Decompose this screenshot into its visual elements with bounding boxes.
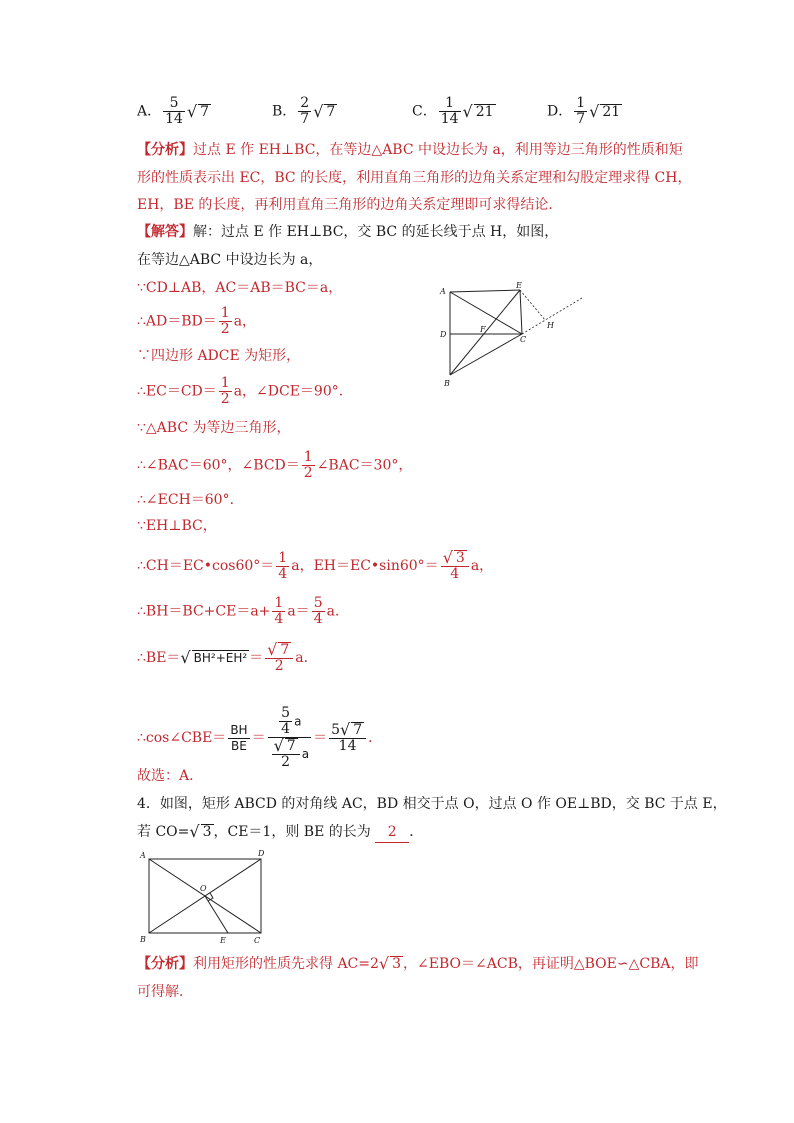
analysis-line-3: EH，BE 的长度，再利用直角三角形的边角关系定理即可求得结论． — [137, 197, 563, 213]
label-b: B — [140, 935, 146, 944]
analysis-4-line-1: 【分析】利用矩形的性质先求得 AC=2√ 3 ，∠EBO＝∠ACB，再证明△BOE∽△CBA，即 — [137, 954, 699, 973]
solution-line-9: ∴∠ECH＝60°． — [137, 492, 244, 508]
analysis-line-2: 形的性质表示出 EC，BC 的长度，利用直角三角形的边角关系定理和勾股定理求得 CH， — [137, 170, 692, 186]
sqrt-sign: √ — [267, 640, 278, 659]
sqrt-sign: √ — [378, 954, 390, 973]
solution-line-2: 在等边△ABC 中设边长为 a， — [137, 252, 323, 268]
sqrt-sign: √ — [189, 822, 200, 841]
solution-line-8: ∴∠BAC＝60°，∠BCD＝ $\frac{1}{2}$ ∠BAC＝30°， — [137, 449, 413, 481]
solution-line-14: ∴cos∠CBE＝ $\frac{BH}{BE}$ ＝ $\frac{5}{4}$ a $\frac{√ 7}{2}$ a ＝ $\frac{5√ 7}{14}$ ． — [137, 705, 383, 770]
label-h: H — [547, 321, 554, 330]
label-b: B — [444, 379, 450, 388]
sqrt-sign: √ — [180, 648, 191, 667]
figure-rectangle-diagonals — [134, 846, 274, 946]
analysis-label: 【分析】 — [137, 956, 193, 972]
compound-fraction: $\frac{5}{4}$ a $\frac{√ 7}{2}$ a — [268, 706, 311, 770]
label-a: A — [140, 851, 146, 860]
fraction: $\frac{1}{2}$ — [220, 305, 230, 337]
sqrt-sign: √ — [313, 101, 324, 121]
solution-line-1: 【解答】解：过点 E 作 EH⊥BC，交 BC 的延长线于点 H，如图， — [137, 224, 559, 240]
option-b-fraction: $\frac{2}{7}$ — [300, 95, 310, 127]
sqrt-sign: √ — [462, 101, 473, 121]
solution-line-3: ∵CD⊥AB，AC＝AB＝BC＝a， — [137, 280, 343, 296]
sqrt-sign: √ — [186, 101, 198, 121]
option-d[interactable]: D． $\frac{1}{7}$ √ 21 — [547, 95, 621, 127]
figure-rectangle-triangle — [432, 278, 592, 388]
fraction: $\frac{BH}{BE}$ — [230, 722, 248, 753]
solution-line-5: ∵四边形 ADCE 为矩形， — [137, 348, 301, 364]
answer-blank[interactable]: 2 — [375, 822, 409, 843]
option-b[interactable]: B． $\frac{2}{7}$ √ 7 — [272, 95, 336, 127]
label-d: D — [258, 849, 265, 858]
fraction: $\frac{5√ 7}{14}$ — [329, 722, 366, 754]
analysis-label: 【分析】 — [137, 142, 193, 158]
fraction: $\frac{1}{4}$ — [274, 595, 284, 627]
segment-ae — [450, 290, 520, 292]
problem-4-line-1: 4．如图，矩形 ABCD 的对角线 AC，BD 相交于点 O，过点 O 作 OE⊥BD，交 BC 于点 E， — [137, 796, 727, 812]
right-angle-mark — [208, 893, 213, 901]
fraction: $\frac{√ 7}{2}$ — [265, 642, 293, 674]
analysis-4-line-2: 可得解． — [137, 984, 193, 1000]
fraction: $\frac{√ 3}{4}$ — [441, 550, 469, 582]
solution-line-4: ∴AD＝BD＝ $\frac{1}{2}$ a， — [137, 305, 257, 337]
option-c[interactable]: C． $\frac{1}{14}$ √ 21 — [412, 95, 494, 127]
label-o: O — [200, 884, 207, 893]
solution-line-12: ∴BH＝BC+CE＝a+ $\frac{1}{4}$ a＝ $\frac{5}{4}$ a． — [137, 595, 349, 627]
label-e: E — [220, 936, 226, 945]
label-e: E — [516, 281, 522, 290]
analysis-line-1: 【分析】过点 E 作 EH⊥BC，在等边△ABC 中设边长为 a，利用等边三角形的性质和矩 — [137, 142, 683, 158]
solution-line-15: 故选：A． — [137, 768, 204, 784]
segment-oe — [205, 896, 228, 933]
segment-ac — [450, 292, 522, 334]
segment-ec — [520, 290, 522, 334]
solution-line-11: ∴CH＝EC•cos60°＝ $\frac{1}{4}$ a，EH＝EC•sin60°＝ $\frac{√ 3}{4}$ a， — [137, 548, 494, 582]
solution-label: 【解答】 — [137, 224, 193, 240]
fraction: $\frac{5}{4}$ — [313, 595, 323, 627]
segment-eh — [520, 290, 545, 320]
label-d: D — [440, 330, 447, 339]
solution-line-13: ∴BE＝√ BH²+EH² ＝ $\frac{√ 7}{2}$ a． — [137, 640, 318, 674]
solution-line-6: ∴EC＝CD＝ $\frac{1}{2}$ a，∠DCE＝90°． — [137, 375, 353, 407]
option-a-fraction: $\frac{5}{14}$ — [165, 95, 183, 127]
label-a: A — [440, 287, 446, 296]
fraction: $\frac{1}{4}$ — [278, 549, 288, 582]
option-d-fraction: $\frac{1}{7}$ — [576, 95, 586, 127]
sqrt-sign: √ — [589, 101, 600, 121]
label-c: C — [520, 335, 527, 344]
fraction: $\frac{1}{2}$ — [220, 375, 230, 407]
solution-line-10: ∵EH⊥BC， — [137, 518, 217, 534]
segment-bc — [450, 334, 522, 375]
solution-line-7: ∵△ABC 为等边三角形， — [137, 420, 291, 436]
fraction: $\frac{1}{2}$ — [303, 449, 313, 481]
option-a[interactable]: A． $\frac{5}{14}$ √ 7 — [137, 95, 210, 127]
option-c-fraction: $\frac{1}{14}$ — [440, 95, 459, 127]
label-f: F — [480, 325, 486, 334]
label-c: C — [254, 936, 261, 945]
problem-4-line-2: 若 CO=√ 3 ，CE＝1，则 BE 的长为 2 ． — [137, 822, 424, 841]
sqrt-sign: √ — [442, 548, 453, 567]
